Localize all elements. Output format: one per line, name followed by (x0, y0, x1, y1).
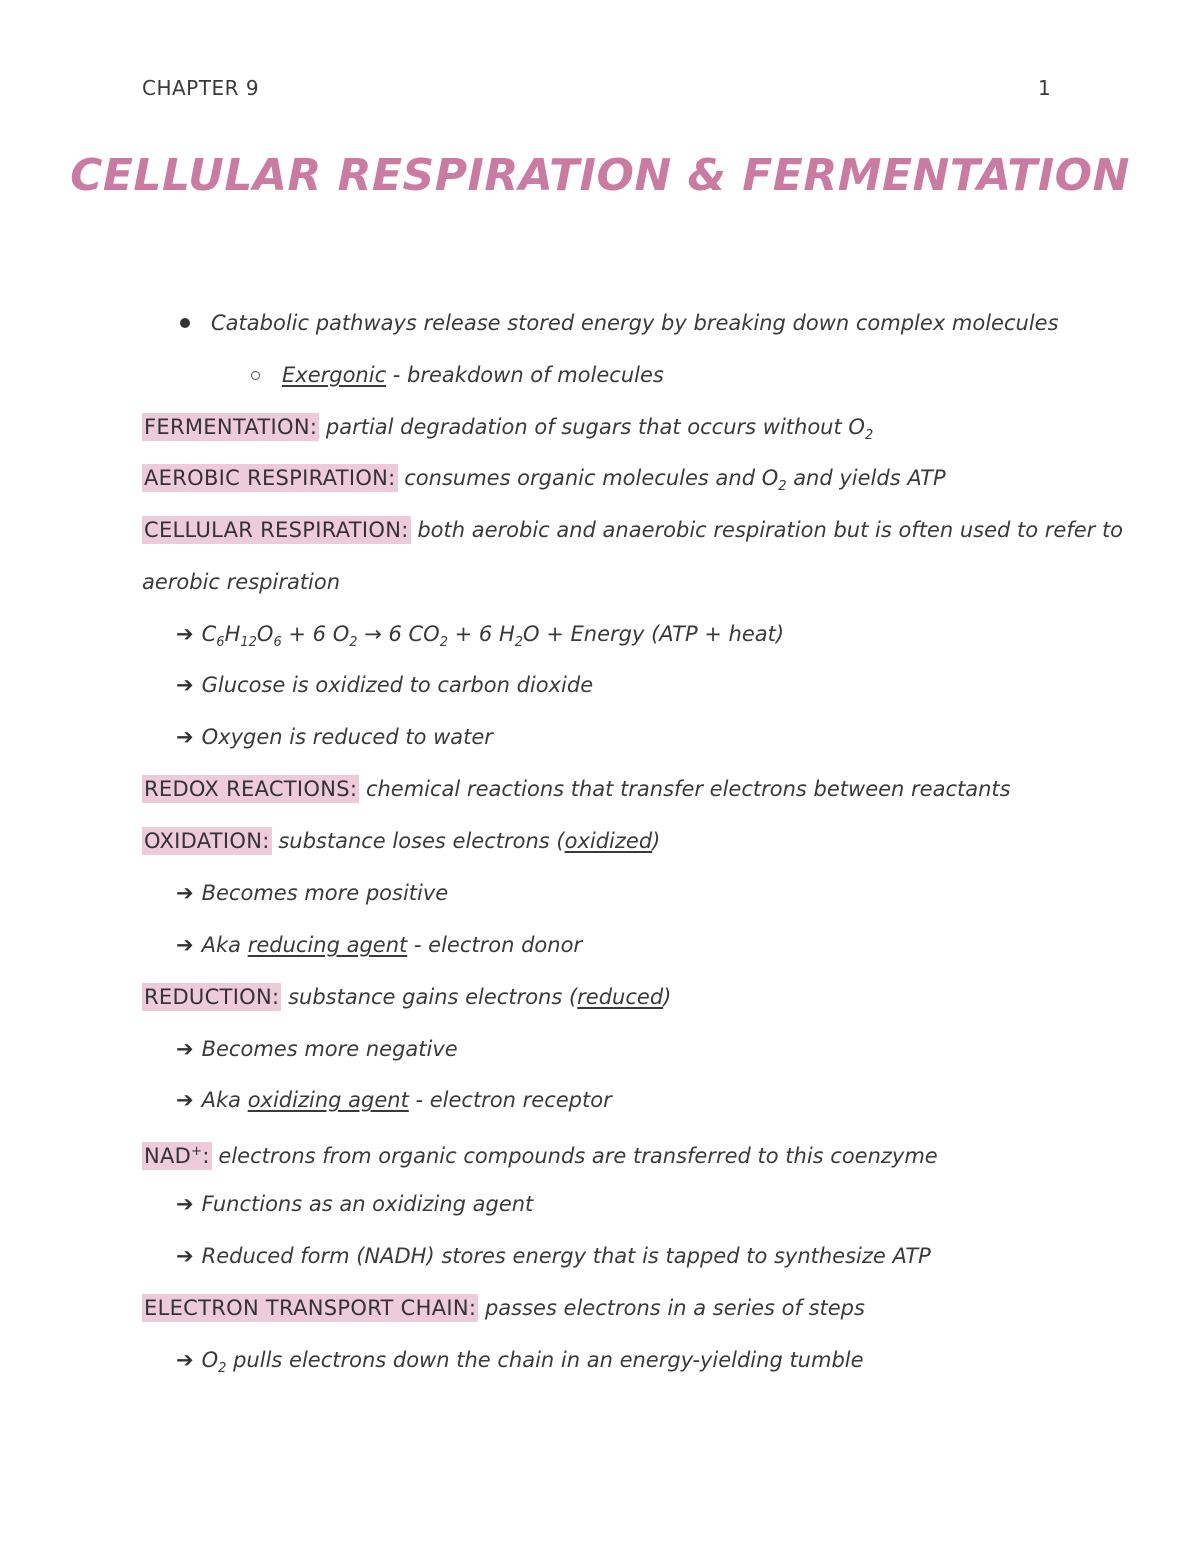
eq-c: C (201, 622, 217, 646)
reduction-underlined: reduced (577, 985, 664, 1009)
nad-sup: + (191, 1144, 203, 1159)
page-number: 1 (1038, 76, 1051, 100)
term-cellular: CELLULAR RESPIRATION: (144, 518, 409, 542)
oxidation-text: substance loses electrons ( (271, 829, 565, 853)
reduction-point-1 (176, 1034, 458, 1064)
arrow-icon: ➔ (176, 933, 194, 957)
nad-point-1 (176, 1189, 533, 1219)
nad-term-text: NAD (144, 1144, 192, 1168)
eq-o2-sub: 2 (349, 635, 358, 651)
eq-h2o: + 6 H (447, 622, 515, 646)
aerobic-text-b: and yields ATP (786, 466, 946, 490)
bullet-dot-icon (180, 318, 190, 328)
definition-aerobic (142, 463, 946, 502)
aerobic-text-a: consumes organic molecules and O (397, 466, 779, 490)
definition-etc (142, 1293, 865, 1323)
page-title: CELLULAR RESPIRATION & FERMENTATION (70, 150, 1130, 201)
oxidation-underlined: oxidized (564, 829, 653, 853)
cellular-point-2 (176, 722, 493, 752)
definition-reduction (142, 982, 671, 1012)
cellular-continued: aerobic respiration (142, 570, 341, 594)
definition-cellular (142, 515, 1123, 545)
etc-point-b: pulls electrons down the chain in an energy-yielding tumble (226, 1348, 864, 1372)
reduction-text: substance gains electrons ( (281, 985, 578, 1009)
chapter-header: CHAPTER 9 (142, 76, 260, 100)
eq-h-sub: 12 (240, 635, 257, 651)
eq-o2: + 6 O (281, 622, 350, 646)
reduction-close: ) (663, 985, 672, 1009)
cellular-text: both aerobic and anaerobic respiration but is often used to refer to (410, 518, 1124, 542)
arrow-icon: ➔ (176, 673, 194, 697)
bullet-exergonic (282, 360, 664, 390)
term-nad (142, 1142, 212, 1170)
eq-co2-sub: 2 (439, 635, 448, 651)
definition-nad (142, 1137, 938, 1171)
oxidation-point-a: Aka (201, 933, 248, 957)
arrow-icon: ➔ (176, 725, 194, 749)
eq-o-sub: 6 (273, 635, 282, 651)
arrow-icon: ➔ (176, 1088, 194, 1112)
cellular-point-1 (176, 670, 593, 700)
cellular-point-text: Oxygen is reduced to water (201, 725, 493, 749)
redox-text: chemical reactions that transfer electrons between reactants (359, 777, 1011, 801)
nad-point-text: Reduced form (NADH) stores energy that is tapped to synthesize ATP (201, 1244, 931, 1268)
reduction-point-2 (176, 1085, 612, 1115)
reducing-agent-term: reducing agent (247, 933, 408, 957)
definition-fermentation (142, 412, 873, 451)
arrow-icon: ➔ (176, 622, 194, 646)
etc-point-sub: 2 (218, 1361, 227, 1377)
term-etc: ELECTRON TRANSPORT CHAIN: (144, 1296, 477, 1320)
nad-text: electrons from organic compounds are transferred to this coenzyme (211, 1144, 938, 1168)
eq-co2: → 6 CO (357, 622, 440, 646)
bullet-catabolic: Catabolic pathways release stored energy by breaking down complex molecules (211, 311, 1059, 335)
oxidation-point-text: Becomes more positive (201, 881, 449, 905)
eq-o: O (256, 622, 274, 646)
oxidizing-agent-term: oxidizing agent (247, 1088, 409, 1112)
term-aerobic: AEROBIC RESPIRATION: (144, 466, 396, 490)
exergonic-text: - breakdown of molecules (386, 363, 664, 387)
definition-oxidation (142, 826, 660, 856)
arrow-icon: ➔ (176, 1348, 194, 1372)
fermentation-text: partial degradation of sugars that occurs without O (319, 415, 865, 439)
arrow-icon: ➔ (176, 881, 194, 905)
definition-redox (142, 774, 1011, 804)
oxidation-point-2 (176, 930, 582, 960)
oxidation-point-1 (176, 878, 448, 908)
exergonic-term: Exergonic (282, 363, 387, 387)
arrow-icon: ➔ (176, 1244, 194, 1268)
nad-term-end: : (202, 1144, 210, 1168)
term-fermentation: FERMENTATION: (144, 415, 318, 439)
bullet-ring-icon (251, 371, 260, 380)
reduction-point-a: Aka (201, 1088, 248, 1112)
equation-line (176, 619, 784, 658)
cellular-point-text: Glucose is oxidized to carbon dioxide (201, 673, 594, 697)
eq-h: H (224, 622, 241, 646)
etc-point-1 (176, 1345, 864, 1384)
etc-text: passes electrons in a series of steps (478, 1296, 865, 1320)
oxidation-point-b: - electron donor (407, 933, 583, 957)
reduction-point-b: - electron receptor (408, 1088, 612, 1112)
term-reduction: REDUCTION: (144, 985, 280, 1009)
term-oxidation: OXIDATION: (144, 829, 270, 853)
aerobic-sub: 2 (778, 479, 787, 495)
term-redox: REDOX REACTIONS: (144, 777, 358, 801)
fermentation-sub: 2 (864, 428, 874, 444)
eq-h2o-sub: 2 (514, 635, 524, 651)
arrow-icon: ➔ (176, 1192, 194, 1216)
nad-point-text: Functions as an oxidizing agent (201, 1192, 534, 1216)
etc-point-a: O (201, 1348, 219, 1372)
eq-c-sub: 6 (216, 635, 225, 651)
reduction-point-text: Becomes more negative (201, 1037, 458, 1061)
arrow-icon: ➔ (176, 1037, 194, 1061)
eq-rest: O + Energy (ATP + heat) (523, 622, 785, 646)
nad-point-2 (176, 1241, 931, 1271)
oxidation-close: ) (652, 829, 661, 853)
